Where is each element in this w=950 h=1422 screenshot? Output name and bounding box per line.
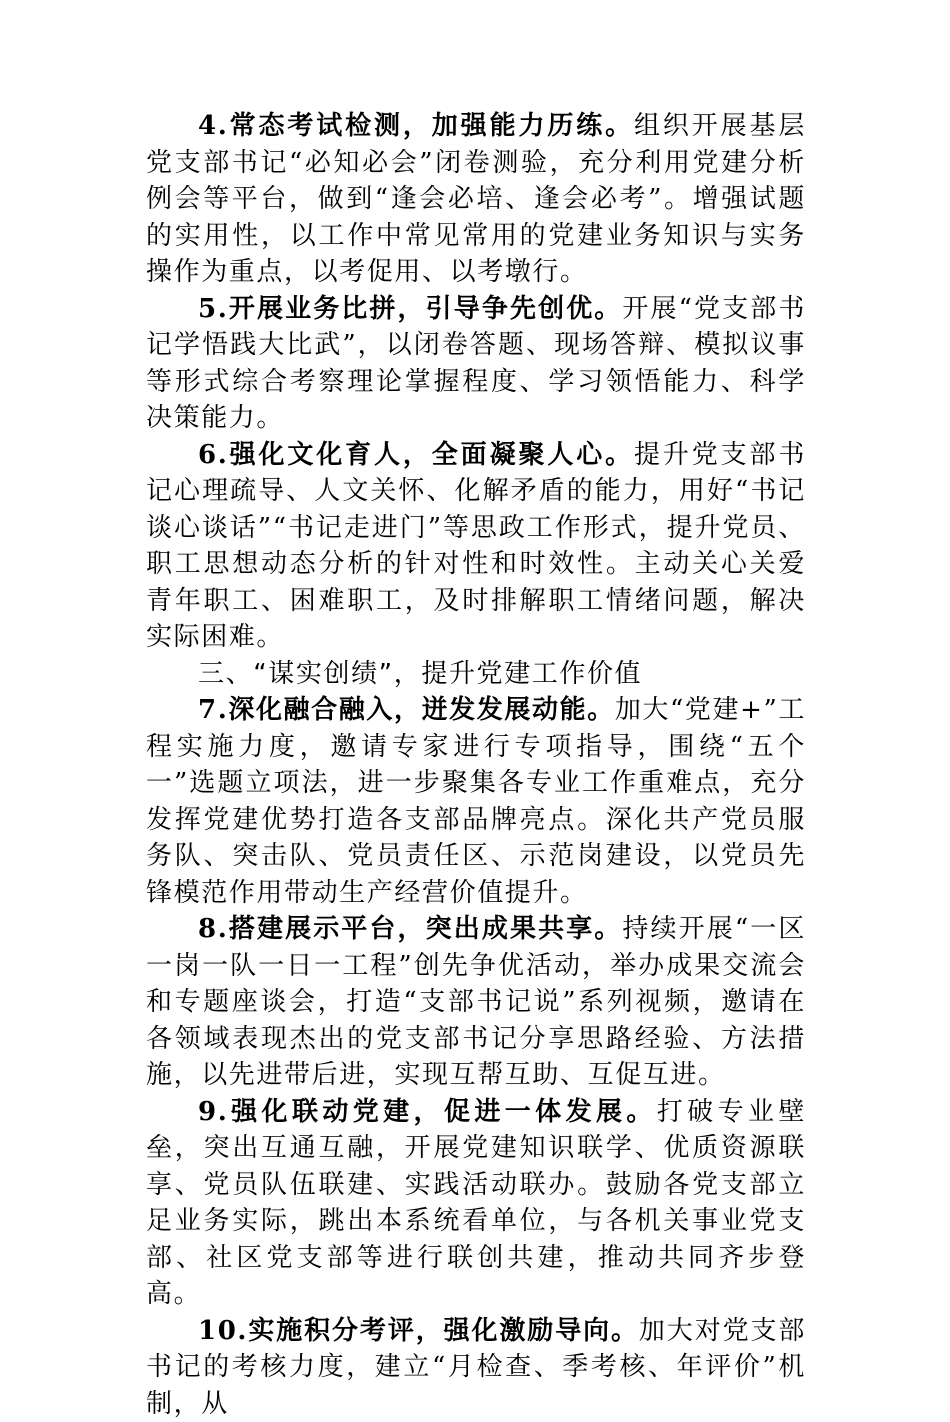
document-page [146,108,806,1422]
section-heading: 三、“谋实创绩”，提升党建工作价值 [146,656,806,693]
paragraph-lead: 7.深化融合融入，迸发发展动能。 [198,695,615,725]
paragraph-item-7 [146,692,806,911]
paragraph-item-8 [146,911,806,1094]
paragraph-item-10 [146,1313,806,1422]
paragraph-lead: 10.实施积分考评，强化激励导向。 [198,1316,639,1346]
paragraph-lead: 5.开展业务比拼，引导争先创优。 [198,294,622,324]
paragraph-body: 开展“党支部书记学悟践大比武”，以闭卷答题、现场答辩、模拟议事等形式综合考察理论掌握程度、学习领悟能力、科学决策能力。 [146,294,806,434]
paragraph-body: 提升党支部书记心理疏导、人文关怀、化解矛盾的能力，用好“书记谈心谈话”“书记走进门”等思政工作形式，提升党员、职工思想动态分析的针对性和时效性。主动关心关爱青年职工、困难职工，及时排解职工情绪问题，解决实际困难。 [146,440,806,653]
paragraph-lead: 9.强化联动党建，促进一体发展。 [198,1097,657,1127]
paragraph-lead: 6.强化文化育人，全面凝聚人心。 [198,440,634,470]
paragraph-item-5 [146,291,806,437]
paragraph-body: 组织开展基层党支部书记“必知必会”闭卷测验，充分利用党建分析例会等平台，做到“逢会必培、逢会必考”。增强试题的实用性，以工作中常见常用的党建业务知识与实务操作为重点，以考促用、以考墩行。 [146,111,806,287]
paragraph-item-4 [146,108,806,291]
paragraph-lead: 4.常态考试检测，加强能力历练。 [198,111,634,141]
paragraph-body: 持续开展“一区一岗一队一日一工程”创先争优活动，举办成果交流会和专题座谈会，打造“支部书记说”系列视频，邀请在各领域表现杰出的党支部书记分享思路经验、方法措施，以先进带后进，实现互帮互助、互促互进。 [146,914,806,1090]
paragraph-body: 打破专业壁垒，突出互通互融，开展党建知识联学、优质资源联享、党员队伍联建、实践活动联办。鼓励各党支部立足业务实际，跳出本系统看单位，与各机关事业党支部、社区党支部等进行联创共建，推动共同齐步登高。 [146,1097,806,1310]
paragraph-body: 加大对党支部书记的考核力度，建立“月检查、季考核、年评价”机制，从 [146,1316,806,1419]
paragraph-item-6 [146,437,806,656]
paragraph-item-9 [146,1094,806,1313]
paragraph-body: 加大“党建+”工程实施力度，邀请专家进行专项指导，围绕“五个一”选题立项法，进一步聚集各专业工作重难点，充分发挥党建优势打造各支部品牌亮点。深化共产党员服务队、突击队、党员责任区、示范岗建设，以党员先锋模范作用带动生产经营价值提升。 [146,695,806,908]
paragraph-lead: 8.搭建展示平台，突出成果共享。 [198,914,622,944]
